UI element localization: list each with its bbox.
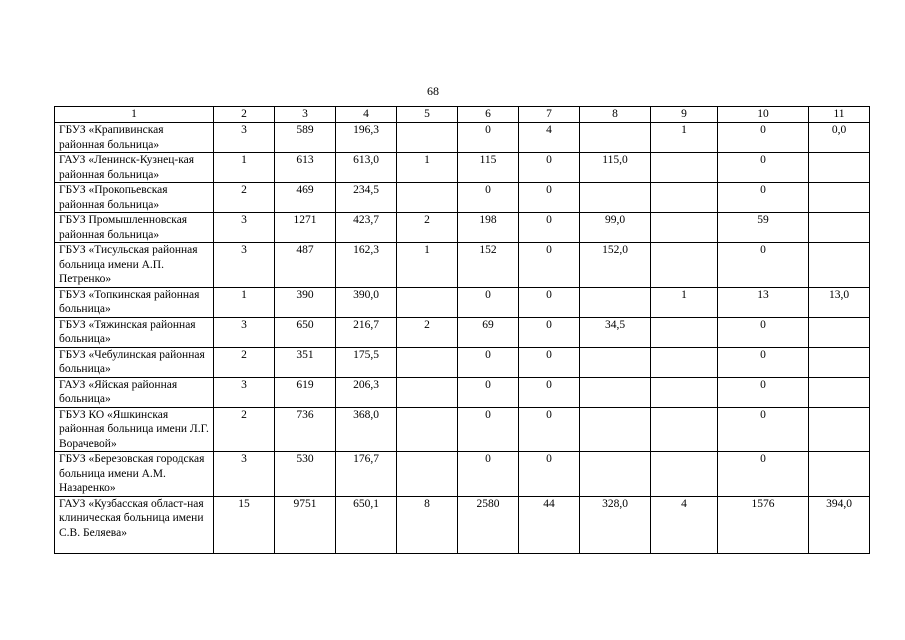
table-cell: 59 xyxy=(718,213,809,243)
institution-name-cell: ГБУЗ «Березовская городская больница имени А.М. Назаренко» xyxy=(55,452,214,497)
column-header: 3 xyxy=(275,107,336,123)
table-cell: 650,1 xyxy=(336,496,397,553)
table-cell: 328,0 xyxy=(580,496,651,553)
table-cell xyxy=(651,183,718,213)
table-cell xyxy=(809,407,870,452)
table-cell xyxy=(580,452,651,497)
table-cell: 619 xyxy=(275,377,336,407)
table-cell: 1 xyxy=(397,243,458,288)
column-header: 7 xyxy=(519,107,580,123)
table-cell: 469 xyxy=(275,183,336,213)
column-header: 8 xyxy=(580,107,651,123)
institution-name-cell: ГБУЗ «Крапивинская районная больница» xyxy=(55,123,214,153)
table-cell: 0 xyxy=(458,347,519,377)
table-cell xyxy=(651,407,718,452)
table-cell xyxy=(809,377,870,407)
table-cell: 115 xyxy=(458,153,519,183)
table-cell xyxy=(651,243,718,288)
table-cell xyxy=(651,213,718,243)
table-cell: 530 xyxy=(275,452,336,497)
table-cell: 368,0 xyxy=(336,407,397,452)
table-body xyxy=(55,123,870,554)
table-cell: 1271 xyxy=(275,213,336,243)
table-row xyxy=(55,243,870,288)
column-header: 10 xyxy=(718,107,809,123)
table-cell: 0 xyxy=(458,452,519,497)
table-cell: 1 xyxy=(214,153,275,183)
table-cell: 0 xyxy=(519,407,580,452)
table-cell: 9751 xyxy=(275,496,336,553)
table-cell: 1 xyxy=(651,123,718,153)
column-header: 5 xyxy=(397,107,458,123)
institution-name-cell: ГБУЗ КО «Яшкинская районная больница имени Л.Г. Ворачевой» xyxy=(55,407,214,452)
table-cell: 613 xyxy=(275,153,336,183)
table-cell: 0 xyxy=(718,317,809,347)
table-cell: 3 xyxy=(214,123,275,153)
table-cell: 2 xyxy=(397,317,458,347)
table-cell: 0 xyxy=(718,183,809,213)
table-cell: 0 xyxy=(718,243,809,288)
table-cell xyxy=(809,317,870,347)
table-row xyxy=(55,496,870,553)
table-cell: 196,3 xyxy=(336,123,397,153)
table-cell xyxy=(809,347,870,377)
table-cell: 390 xyxy=(275,287,336,317)
table-cell: 650 xyxy=(275,317,336,347)
table-cell: 0 xyxy=(718,153,809,183)
table-cell: 234,5 xyxy=(336,183,397,213)
table-row xyxy=(55,123,870,153)
table-cell: 176,7 xyxy=(336,452,397,497)
table-cell xyxy=(580,287,651,317)
column-header: 1 xyxy=(55,107,214,123)
institution-name-cell: ГБУЗ Промышленновская районная больница» xyxy=(55,213,214,243)
institution-name-cell: ГБУЗ «Прокопьевская районная больница» xyxy=(55,183,214,213)
table-cell: 1 xyxy=(214,287,275,317)
table-cell xyxy=(397,407,458,452)
table-cell: 216,7 xyxy=(336,317,397,347)
table-cell: 394,0 xyxy=(809,496,870,553)
table-cell xyxy=(397,347,458,377)
table-cell: 0 xyxy=(458,183,519,213)
table-cell: 0 xyxy=(519,183,580,213)
table-cell xyxy=(397,452,458,497)
table-cell: 0 xyxy=(519,153,580,183)
table-cell: 0 xyxy=(519,243,580,288)
table-cell: 0,0 xyxy=(809,123,870,153)
table-cell: 0 xyxy=(718,407,809,452)
institution-name-cell: ГАУЗ «Кузбасская област-ная клиническая больница имени С.В. Беляева» xyxy=(55,496,214,553)
table-cell xyxy=(580,183,651,213)
institution-name-cell: ГАУЗ «Яйская районная больница» xyxy=(55,377,214,407)
table-cell: 13 xyxy=(718,287,809,317)
table-cell xyxy=(651,377,718,407)
table-cell xyxy=(397,377,458,407)
column-header: 11 xyxy=(809,107,870,123)
table-cell: 4 xyxy=(519,123,580,153)
institution-name-cell: ГБУЗ «Тисульская районная больница имени А.П. Петренко» xyxy=(55,243,214,288)
institution-name-cell: ГБУЗ «Топкинская районная больница» xyxy=(55,287,214,317)
table-cell xyxy=(397,287,458,317)
table-cell: 206,3 xyxy=(336,377,397,407)
table-cell: 589 xyxy=(275,123,336,153)
table-cell: 390,0 xyxy=(336,287,397,317)
table-cell: 69 xyxy=(458,317,519,347)
table-row xyxy=(55,407,870,452)
table-cell: 2 xyxy=(397,213,458,243)
table-cell: 0 xyxy=(718,123,809,153)
table-cell xyxy=(580,347,651,377)
table-cell: 175,5 xyxy=(336,347,397,377)
page-number: 68 xyxy=(427,84,439,98)
table-cell: 0 xyxy=(458,123,519,153)
table-cell: 613,0 xyxy=(336,153,397,183)
table-cell xyxy=(651,153,718,183)
table-cell: 0 xyxy=(458,287,519,317)
statistics-table xyxy=(54,106,870,554)
table-cell: 0 xyxy=(519,287,580,317)
table-cell: 0 xyxy=(519,317,580,347)
column-header: 4 xyxy=(336,107,397,123)
table-row xyxy=(55,213,870,243)
table-cell: 1 xyxy=(397,153,458,183)
table-cell: 0 xyxy=(519,213,580,243)
table-cell: 162,3 xyxy=(336,243,397,288)
table-cell: 2 xyxy=(214,407,275,452)
table-cell: 1576 xyxy=(718,496,809,553)
table-header xyxy=(55,107,870,123)
table-cell: 4 xyxy=(651,496,718,553)
column-header: 6 xyxy=(458,107,519,123)
table-cell xyxy=(397,183,458,213)
table-cell: 15 xyxy=(214,496,275,553)
institution-name-cell: ГБУЗ «Чебулинская районная больница» xyxy=(55,347,214,377)
table-cell xyxy=(580,377,651,407)
table-cell xyxy=(651,317,718,347)
table-row xyxy=(55,317,870,347)
table-cell: 487 xyxy=(275,243,336,288)
table-cell xyxy=(809,153,870,183)
table-cell: 115,0 xyxy=(580,153,651,183)
table-cell xyxy=(651,347,718,377)
table-row xyxy=(55,287,870,317)
table-row xyxy=(55,153,870,183)
table-cell xyxy=(809,452,870,497)
table-cell xyxy=(651,452,718,497)
institution-name-cell: ГАУЗ «Ленинск-Кузнец-кая районная больница» xyxy=(55,153,214,183)
table-cell: 736 xyxy=(275,407,336,452)
table-cell: 423,7 xyxy=(336,213,397,243)
table-cell: 3 xyxy=(214,317,275,347)
table-cell: 152,0 xyxy=(580,243,651,288)
column-header: 9 xyxy=(651,107,718,123)
table-row xyxy=(55,452,870,497)
table-cell: 8 xyxy=(397,496,458,553)
table-cell xyxy=(580,407,651,452)
table-cell: 34,5 xyxy=(580,317,651,347)
table-cell: 13,0 xyxy=(809,287,870,317)
table-cell: 152 xyxy=(458,243,519,288)
table-cell xyxy=(580,123,651,153)
table-cell: 0 xyxy=(718,347,809,377)
table-row xyxy=(55,183,870,213)
table-cell xyxy=(809,213,870,243)
table-cell: 351 xyxy=(275,347,336,377)
institution-name-cell: ГБУЗ «Тяжинская районная больница» xyxy=(55,317,214,347)
table-cell: 1 xyxy=(651,287,718,317)
table-cell: 3 xyxy=(214,452,275,497)
table-cell: 0 xyxy=(519,347,580,377)
column-header: 2 xyxy=(214,107,275,123)
table-cell xyxy=(809,243,870,288)
table-row xyxy=(55,347,870,377)
table-cell: 0 xyxy=(718,452,809,497)
table-cell xyxy=(809,183,870,213)
table-row xyxy=(55,377,870,407)
table-cell: 2580 xyxy=(458,496,519,553)
table-cell: 99,0 xyxy=(580,213,651,243)
table-cell: 2 xyxy=(214,183,275,213)
table-cell: 0 xyxy=(519,452,580,497)
table-cell: 3 xyxy=(214,243,275,288)
table-cell: 2 xyxy=(214,347,275,377)
table-cell: 3 xyxy=(214,377,275,407)
table-cell: 0 xyxy=(458,377,519,407)
table-cell: 44 xyxy=(519,496,580,553)
table-cell xyxy=(397,123,458,153)
header-row xyxy=(55,107,870,123)
table-cell: 0 xyxy=(718,377,809,407)
table-cell: 0 xyxy=(519,377,580,407)
table-cell: 198 xyxy=(458,213,519,243)
table-cell: 0 xyxy=(458,407,519,452)
table-cell: 3 xyxy=(214,213,275,243)
